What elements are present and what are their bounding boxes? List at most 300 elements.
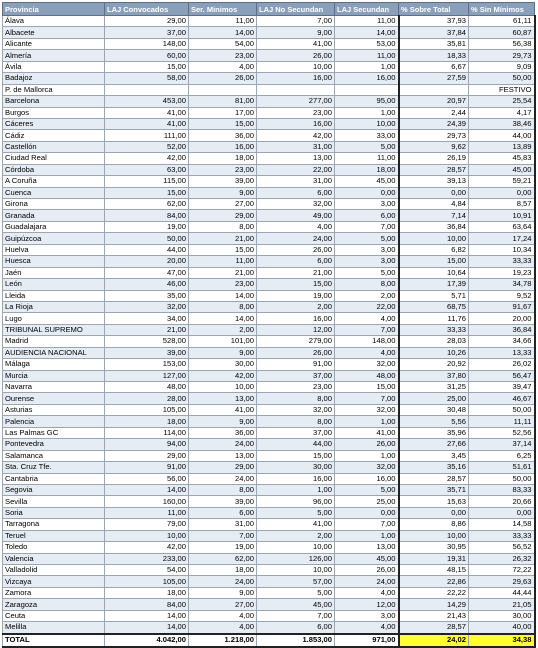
- value-cell: 20,66: [469, 496, 535, 507]
- value-cell: [105, 84, 189, 95]
- value-cell: 22,22: [399, 587, 469, 598]
- value-cell: 10,00: [105, 530, 189, 541]
- province-cell: Asturias: [3, 404, 105, 415]
- value-cell: 5,00: [257, 587, 335, 598]
- value-cell: 45,00: [335, 553, 399, 564]
- value-cell: 7,00: [335, 221, 399, 232]
- province-cell: A Coruña: [3, 176, 105, 187]
- value-cell: 50,00: [469, 404, 535, 415]
- value-cell: 5,00: [257, 507, 335, 518]
- value-cell: 35,16: [399, 462, 469, 473]
- value-cell: 16,00: [335, 473, 399, 484]
- value-cell: 153,00: [105, 359, 189, 370]
- value-cell: 84,00: [105, 210, 189, 221]
- value-cell: 4,00: [335, 587, 399, 598]
- value-cell: 56,52: [469, 542, 535, 553]
- value-cell: 10,00: [189, 382, 257, 393]
- total-cell: 4.042,00: [105, 634, 189, 647]
- value-cell: 45,83: [469, 153, 535, 164]
- value-cell: 24,00: [335, 576, 399, 587]
- value-cell: 29,73: [469, 50, 535, 61]
- value-cell: 2,00: [189, 324, 257, 335]
- table-row: [3, 27, 535, 38]
- table-row: [3, 599, 535, 610]
- value-cell: 42,00: [105, 542, 189, 553]
- table-row: [3, 519, 535, 530]
- province-cell: Cuenca: [3, 187, 105, 198]
- value-cell: 42,00: [189, 370, 257, 381]
- province-cell: Castellón: [3, 141, 105, 152]
- value-cell: [257, 84, 335, 95]
- value-cell: 48,15: [399, 565, 469, 576]
- value-cell: 52,00: [105, 141, 189, 152]
- value-cell: 23,00: [257, 382, 335, 393]
- value-cell: 16,00: [257, 73, 335, 84]
- value-cell: 20,00: [469, 313, 535, 324]
- value-cell: 27,00: [189, 599, 257, 610]
- table-row: [3, 176, 535, 187]
- value-cell: 15,00: [189, 244, 257, 255]
- value-cell: 62,00: [105, 199, 189, 210]
- value-cell: 16,00: [257, 473, 335, 484]
- value-cell: 6,82: [399, 244, 469, 255]
- province-cell: Salamanca: [3, 450, 105, 461]
- value-cell: 37,00: [105, 27, 189, 38]
- value-cell: 30,00: [257, 462, 335, 473]
- province-cell: Álava: [3, 16, 105, 27]
- value-cell: 32,00: [335, 462, 399, 473]
- value-cell: 52,56: [469, 427, 535, 438]
- value-cell: 6,00: [189, 507, 257, 518]
- table-row: [3, 473, 535, 484]
- header-pct-sin-minimos: % Sin Mínimos: [469, 3, 535, 16]
- total-label: TOTAL: [3, 634, 105, 647]
- value-cell: 29,00: [105, 16, 189, 27]
- table-row: [3, 301, 535, 312]
- value-cell: 1,00: [335, 530, 399, 541]
- value-cell: 279,00: [257, 336, 335, 347]
- value-cell: 37,14: [469, 439, 535, 450]
- value-cell: 51,61: [469, 462, 535, 473]
- total-row: [3, 634, 535, 647]
- province-cell: Valencia: [3, 553, 105, 564]
- value-cell: 18,00: [189, 565, 257, 576]
- table-row: [3, 199, 535, 210]
- value-cell: 14,00: [105, 484, 189, 495]
- value-cell: 41,00: [335, 427, 399, 438]
- table-row: [3, 96, 535, 107]
- value-cell: 59,21: [469, 176, 535, 187]
- table-row: [3, 370, 535, 381]
- value-cell: 14,00: [189, 313, 257, 324]
- province-cell: Murcia: [3, 370, 105, 381]
- table-row: [3, 336, 535, 347]
- table-row: [3, 107, 535, 118]
- value-cell: 6,00: [257, 256, 335, 267]
- value-cell: 26,00: [335, 439, 399, 450]
- value-cell: 8,00: [189, 301, 257, 312]
- value-cell: 25,00: [335, 496, 399, 507]
- table-row: [3, 324, 535, 335]
- value-cell: 54,00: [189, 38, 257, 49]
- value-cell: 95,00: [335, 96, 399, 107]
- value-cell: 5,00: [335, 141, 399, 152]
- value-cell: [335, 84, 399, 95]
- value-cell: 17,00: [189, 107, 257, 118]
- value-cell: 3,00: [335, 256, 399, 267]
- value-cell: 148,00: [335, 336, 399, 347]
- value-cell: 32,00: [335, 359, 399, 370]
- value-cell: 36,00: [189, 130, 257, 141]
- value-cell: 15,00: [399, 256, 469, 267]
- table-row: [3, 542, 535, 553]
- table-row: [3, 427, 535, 438]
- value-cell: 4,00: [189, 61, 257, 72]
- value-cell: 24,00: [189, 576, 257, 587]
- value-cell: 9,00: [189, 347, 257, 358]
- table-row: [3, 244, 535, 255]
- value-cell: 18,33: [399, 50, 469, 61]
- value-cell: 44,00: [105, 244, 189, 255]
- value-cell: 0,00: [399, 187, 469, 198]
- value-cell: 17,24: [469, 233, 535, 244]
- value-cell: 2,00: [257, 301, 335, 312]
- table-row: [3, 416, 535, 427]
- value-cell: 14,00: [335, 27, 399, 38]
- value-cell: 8,00: [189, 221, 257, 232]
- value-cell: 4,00: [189, 610, 257, 621]
- value-cell: 10,00: [399, 233, 469, 244]
- value-cell: 20,00: [105, 256, 189, 267]
- table-row: [3, 587, 535, 598]
- value-cell: 47,00: [105, 267, 189, 278]
- province-cell: Jaén: [3, 267, 105, 278]
- value-cell: 105,00: [105, 404, 189, 415]
- value-cell: 39,00: [105, 347, 189, 358]
- province-cell: Tarragona: [3, 519, 105, 530]
- value-cell: 68,75: [399, 301, 469, 312]
- province-cell: Vizcaya: [3, 576, 105, 587]
- value-cell: 233,00: [105, 553, 189, 564]
- value-cell: 14,58: [469, 519, 535, 530]
- value-cell: 30,95: [399, 542, 469, 553]
- value-cell: 8,00: [189, 484, 257, 495]
- value-cell: 16,00: [335, 73, 399, 84]
- province-cell: AUDIENCIA NACIONAL: [3, 347, 105, 358]
- value-cell: 33,33: [469, 256, 535, 267]
- value-cell: 56,47: [469, 370, 535, 381]
- value-cell: 18,00: [335, 164, 399, 175]
- value-cell: 10,91: [469, 210, 535, 221]
- value-cell: 44,00: [469, 130, 535, 141]
- value-cell: 1,00: [335, 61, 399, 72]
- value-cell: 49,00: [257, 210, 335, 221]
- value-cell: 21,43: [399, 610, 469, 621]
- value-cell: 2,00: [257, 530, 335, 541]
- value-cell: 48,00: [105, 382, 189, 393]
- value-cell: 14,00: [189, 27, 257, 38]
- value-cell: 26,00: [257, 50, 335, 61]
- province-cell: Madrid: [3, 336, 105, 347]
- province-cell: Pontevedra: [3, 439, 105, 450]
- value-cell: 41,00: [257, 519, 335, 530]
- province-cell: Barcelona: [3, 96, 105, 107]
- value-cell: 24,00: [189, 473, 257, 484]
- value-cell: 39,13: [399, 176, 469, 187]
- value-cell: 39,47: [469, 382, 535, 393]
- province-cell: Teruel: [3, 530, 105, 541]
- province-cell: Guadalajara: [3, 221, 105, 232]
- value-cell: 7,14: [399, 210, 469, 221]
- value-cell: 28,57: [399, 622, 469, 634]
- table-row: [3, 553, 535, 564]
- value-cell: 17,39: [399, 279, 469, 290]
- value-cell: 25,00: [399, 393, 469, 404]
- value-cell: 42,00: [257, 130, 335, 141]
- value-cell: 7,00: [335, 519, 399, 530]
- value-cell: 35,00: [105, 290, 189, 301]
- value-cell: 10,00: [399, 530, 469, 541]
- province-cell: Granada: [3, 210, 105, 221]
- value-cell: 127,00: [105, 370, 189, 381]
- value-cell: 54,00: [105, 565, 189, 576]
- table-row: [3, 290, 535, 301]
- value-cell: 2,00: [335, 290, 399, 301]
- value-cell: 83,33: [469, 484, 535, 495]
- value-cell: 19,00: [257, 290, 335, 301]
- value-cell: 31,00: [189, 519, 257, 530]
- value-cell: 35,71: [399, 484, 469, 495]
- value-cell: 105,00: [105, 576, 189, 587]
- value-cell: 33,33: [399, 324, 469, 335]
- table-row: [3, 164, 535, 175]
- value-cell: 13,89: [469, 141, 535, 152]
- value-cell: 84,00: [105, 599, 189, 610]
- header-row: [3, 3, 535, 16]
- value-cell: 15,00: [257, 279, 335, 290]
- value-cell: 7,00: [189, 530, 257, 541]
- header-pct-sobre-total: % Sobre Total: [399, 3, 469, 16]
- value-cell: 6,00: [257, 187, 335, 198]
- province-cell: Huesca: [3, 256, 105, 267]
- value-cell: 11,00: [335, 153, 399, 164]
- table-row: [3, 450, 535, 461]
- value-cell: 111,00: [105, 130, 189, 141]
- value-cell: 9,09: [469, 61, 535, 72]
- header-provincia: Provincia: [3, 3, 105, 16]
- value-cell: 29,73: [399, 130, 469, 141]
- value-cell: 21,00: [105, 324, 189, 335]
- value-cell: 37,84: [399, 27, 469, 38]
- value-cell: 63,00: [105, 164, 189, 175]
- value-cell: 14,00: [105, 610, 189, 621]
- value-cell: 72,22: [469, 565, 535, 576]
- value-cell: 0,00: [335, 187, 399, 198]
- value-cell: 33,00: [335, 130, 399, 141]
- province-cell: Palencia: [3, 416, 105, 427]
- value-cell: 46,67: [469, 393, 535, 404]
- value-cell: 53,00: [335, 38, 399, 49]
- value-cell: 11,00: [335, 50, 399, 61]
- value-cell: 13,33: [469, 347, 535, 358]
- value-cell: 1,00: [335, 450, 399, 461]
- value-cell: 32,00: [335, 404, 399, 415]
- value-cell: 3,00: [335, 199, 399, 210]
- value-cell: 528,00: [105, 336, 189, 347]
- value-cell: 44,44: [469, 587, 535, 598]
- value-cell: 2,44: [399, 107, 469, 118]
- value-cell: 21,00: [257, 267, 335, 278]
- value-cell: 10,64: [399, 267, 469, 278]
- value-cell: 21,00: [189, 233, 257, 244]
- total-cell: 1.853,00: [257, 634, 335, 647]
- value-cell: 5,00: [335, 484, 399, 495]
- table-row: [3, 439, 535, 450]
- value-cell: 37,00: [257, 370, 335, 381]
- province-cell: Badajoz: [3, 73, 105, 84]
- value-cell: 10,00: [257, 542, 335, 553]
- value-cell: 96,00: [257, 496, 335, 507]
- value-cell: 27,00: [189, 199, 257, 210]
- value-cell: 37,93: [399, 16, 469, 27]
- value-cell: 41,00: [105, 118, 189, 129]
- value-cell: 31,00: [257, 141, 335, 152]
- value-cell: 23,00: [189, 164, 257, 175]
- value-cell: 36,84: [399, 221, 469, 232]
- value-cell: FESTIVO: [469, 84, 535, 95]
- value-cell: 5,71: [399, 290, 469, 301]
- value-cell: 29,63: [469, 576, 535, 587]
- value-cell: 29,00: [189, 210, 257, 221]
- value-cell: 28,03: [399, 336, 469, 347]
- value-cell: 38,46: [469, 118, 535, 129]
- province-cell: Melilla: [3, 622, 105, 634]
- value-cell: 27,66: [399, 439, 469, 450]
- value-cell: 18,00: [105, 587, 189, 598]
- value-cell: 8,00: [257, 393, 335, 404]
- value-cell: 101,00: [189, 336, 257, 347]
- value-cell: 15,00: [335, 382, 399, 393]
- province-cell: Málaga: [3, 359, 105, 370]
- table-row: [3, 187, 535, 198]
- value-cell: 7,00: [257, 16, 335, 27]
- value-cell: 37,80: [399, 370, 469, 381]
- value-cell: 16,00: [257, 118, 335, 129]
- value-cell: 453,00: [105, 96, 189, 107]
- table-row: [3, 118, 535, 129]
- value-cell: 15,63: [399, 496, 469, 507]
- value-cell: 13,00: [335, 542, 399, 553]
- value-cell: 35,81: [399, 38, 469, 49]
- header-laj-secundan: LAJ Secundan: [335, 3, 399, 16]
- value-cell: 1,00: [335, 107, 399, 118]
- table-row: [3, 210, 535, 221]
- table-row: [3, 622, 535, 634]
- table-row: [3, 313, 535, 324]
- value-cell: 13,00: [257, 153, 335, 164]
- value-cell: 3,00: [335, 610, 399, 621]
- value-cell: 9,00: [257, 27, 335, 38]
- province-cell: Ourense: [3, 393, 105, 404]
- value-cell: 11,76: [399, 313, 469, 324]
- value-cell: [189, 84, 257, 95]
- value-cell: 9,00: [189, 587, 257, 598]
- value-cell: 16,00: [257, 313, 335, 324]
- table-row: [3, 84, 535, 95]
- value-cell: 11,00: [189, 16, 257, 27]
- value-cell: 21,00: [189, 267, 257, 278]
- value-cell: 6,00: [335, 210, 399, 221]
- value-cell: 32,00: [105, 301, 189, 312]
- table-row: [3, 221, 535, 232]
- value-cell: 160,00: [105, 496, 189, 507]
- value-cell: 5,56: [399, 416, 469, 427]
- value-cell: 9,00: [189, 416, 257, 427]
- value-cell: 33,33: [469, 530, 535, 541]
- value-cell: 7,00: [335, 393, 399, 404]
- province-cell: Ciudad Real: [3, 153, 105, 164]
- value-cell: 24,00: [257, 233, 335, 244]
- value-cell: 81,00: [189, 96, 257, 107]
- value-cell: 126,00: [257, 553, 335, 564]
- value-cell: 19,23: [469, 267, 535, 278]
- value-cell: 41,00: [257, 38, 335, 49]
- table-row: [3, 256, 535, 267]
- value-cell: 46,00: [105, 279, 189, 290]
- value-cell: 23,00: [257, 107, 335, 118]
- value-cell: 14,00: [189, 290, 257, 301]
- value-cell: 15,00: [257, 450, 335, 461]
- value-cell: 25,54: [469, 96, 535, 107]
- value-cell: 4,00: [189, 622, 257, 634]
- value-cell: 1,00: [335, 416, 399, 427]
- province-cell: Zaragoza: [3, 599, 105, 610]
- value-cell: 10,00: [257, 565, 335, 576]
- value-cell: 14,00: [105, 622, 189, 634]
- value-cell: 50,00: [105, 233, 189, 244]
- value-cell: 45,00: [335, 176, 399, 187]
- value-cell: 34,78: [469, 279, 535, 290]
- value-cell: 20,92: [399, 359, 469, 370]
- value-cell: 56,38: [469, 38, 535, 49]
- table-row: [3, 610, 535, 621]
- table-row: [3, 404, 535, 415]
- table-row: [3, 141, 535, 152]
- value-cell: 60,87: [469, 27, 535, 38]
- value-cell: 26,00: [257, 244, 335, 255]
- value-cell: 56,00: [105, 473, 189, 484]
- table-row: [3, 484, 535, 495]
- table-row: [3, 61, 535, 72]
- value-cell: 27,59: [399, 73, 469, 84]
- value-cell: 0,00: [469, 507, 535, 518]
- province-cell: Sta. Cruz Tfe.: [3, 462, 105, 473]
- value-cell: 11,00: [105, 507, 189, 518]
- province-cell: Ávila: [3, 61, 105, 72]
- value-cell: 12,00: [335, 599, 399, 610]
- value-cell: 3,45: [399, 450, 469, 461]
- value-cell: 8,57: [469, 199, 535, 210]
- table-row: [3, 38, 535, 49]
- value-cell: 8,00: [335, 279, 399, 290]
- value-cell: 10,00: [335, 118, 399, 129]
- province-cell: Huelva: [3, 244, 105, 255]
- value-cell: 10,34: [469, 244, 535, 255]
- value-cell: 30,00: [469, 610, 535, 621]
- value-cell: 23,00: [189, 279, 257, 290]
- value-cell: 34,00: [105, 313, 189, 324]
- value-cell: 19,00: [189, 542, 257, 553]
